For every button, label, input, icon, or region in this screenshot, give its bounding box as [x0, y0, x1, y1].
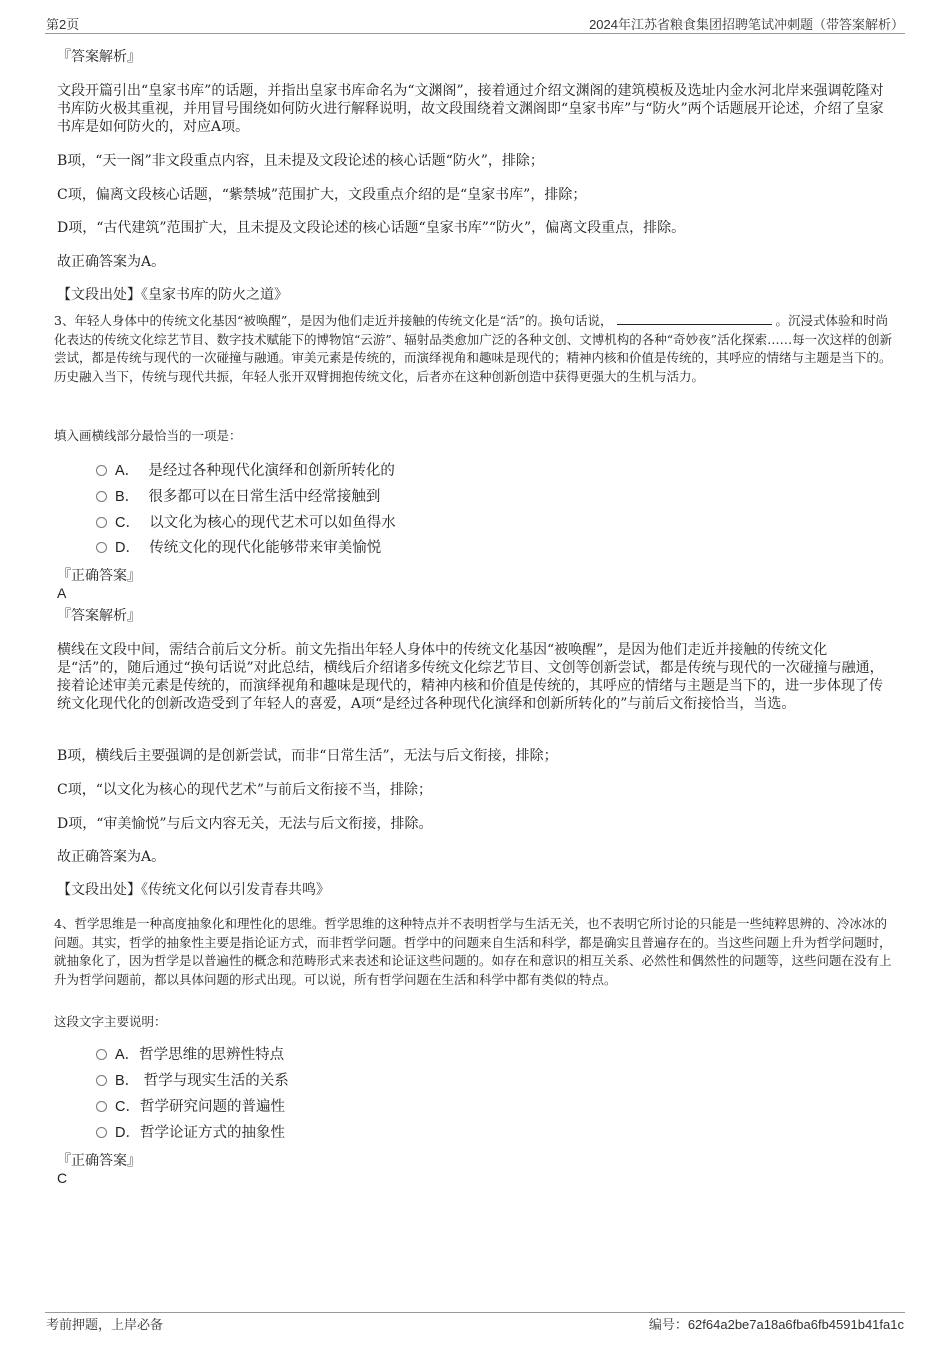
q3-option-b[interactable] [96, 488, 380, 506]
q3-answer: A [57, 585, 67, 601]
document-code [649, 1314, 904, 1333]
option-letter: B． [115, 1073, 140, 1089]
q4-option-d[interactable] [96, 1124, 285, 1142]
option-letter: B． [115, 489, 140, 505]
q4-answer-heading: 『正确答案』 [57, 1153, 141, 1169]
q3-conclusion: 故正确答案为A。 [57, 849, 166, 865]
q3-option-c[interactable] [96, 514, 396, 532]
page-number: 第2页 [46, 17, 80, 32]
option-text: 哲学研究问题的普遍性 [139, 1099, 285, 1115]
option-letter: A． [115, 463, 140, 479]
fill-in-blank [617, 312, 772, 325]
q2-option-b-explanation: B项，“天一阁”非文段重点内容，且未提及文段论述的核心话题“防火”，排除； [57, 153, 544, 169]
option-text: 传统文化的现代化能够带来审美愉悦 [149, 540, 382, 556]
q3-stem-part1: 3、年轻人身体中的传统文化基因“被唤醒”，是因为他们走近并接触的传统文化是“活”的。换句话说， [54, 313, 613, 328]
code-label: 编号： [648, 1318, 688, 1333]
document-title: 2024年江苏省粮食集团招聘笔试冲刺题（带答案解析） [589, 17, 904, 32]
q3-stem [54, 312, 899, 386]
q3-option-c-explanation: C项，“以文化为核心的现代艺术”与前后文衔接不当，排除； [57, 782, 433, 798]
q3-analysis-paragraph: 横线在文段中间，需结合前后文分析。前文先指出年轻人身体中的传统文化基因“被唤醒”，是因为他们走近并接触的传统文化是“活”的，随后通过“换句话说”对此总结，横线后介绍诸多传统文化综艺节目、文创等创新尝试，都是传统与现代的一次碰撞与融通，接着论述审美元素是传统的，而演绎视角和趣味是现代的，精神内核和价值是传统的，其呼应的情绪与主题是当下的，进一步体现了传统文化现代化的创新改造受到了年轻人的喜爱，A项“是经过各种现代化演绎和创新所转化的”与前后文衔接恰当，当选。 [57, 642, 884, 712]
radio-icon[interactable] [96, 1127, 107, 1138]
header-divider [45, 33, 905, 34]
q2-analysis-heading: 『答案解析』 [57, 49, 141, 65]
code-value: 62f64a2be7a18a6fba6fb4591b41fa1c [687, 1317, 904, 1332]
option-letter: C． [115, 515, 140, 531]
option-letter: D． [115, 1125, 140, 1141]
q4-option-b[interactable] [96, 1072, 289, 1090]
option-letter: A． [115, 1047, 140, 1063]
q2-option-d-explanation: D项，“古代建筑”范围扩大，且未提及文段论述的核心话题“皇家书库”“防火”，偏离文段重点，排除。 [57, 220, 686, 236]
option-text: 以文化为核心的现代艺术可以如鱼得水 [149, 515, 396, 531]
footer-divider [45, 1312, 905, 1313]
q2-analysis-paragraph: 文段开篇引出“皇家书库”的话题，并指出皇家书库命名为“文渊阁”，接着通过介绍文渊阁的建筑模板及选址内金水河北岸来强调乾隆对书库防火极其重视，并用冒号围绕如何防火进行解释说明，故文段围绕着文渊阁即“皇家书库”与“防火”两个话题展开论述，介绍了皇家书库是如何防火的，对应A项。 [57, 83, 884, 135]
radio-icon[interactable] [96, 517, 107, 528]
option-letter: C． [115, 1099, 140, 1115]
radio-icon[interactable] [96, 542, 107, 553]
q3-option-a[interactable] [96, 462, 395, 480]
q4-prompt: 这段文字主要说明： [54, 1014, 167, 1029]
option-text: 哲学论证方式的抽象性 [139, 1125, 285, 1141]
q3-source: 【文段出处】《传统文化何以引发青春共鸣》 [57, 882, 330, 898]
q3-analysis-heading: 『答案解析』 [57, 608, 141, 624]
radio-icon[interactable] [96, 1075, 107, 1086]
footer-slogan: 考前押题，上岸必备 [46, 1318, 164, 1333]
radio-icon[interactable] [96, 1101, 107, 1112]
option-text: 是经过各种现代化演绎和创新所转化的 [148, 463, 395, 479]
q4-option-a[interactable] [96, 1046, 284, 1064]
radio-icon[interactable] [96, 491, 107, 502]
q3-answer-heading: 『正确答案』 [57, 568, 141, 584]
radio-icon[interactable] [96, 465, 107, 476]
option-text: 哲学与现实生活的关系 [143, 1073, 289, 1089]
q4-stem: 4、哲学思维是一种高度抽象化和理性化的思维。哲学思维的这种特点并不表明哲学与生活无关，也不表明它所讨论的只能是一些纯粹思辨的、冷冰冰的问题。其实，哲学的抽象性主要是指论证方式，而非哲学问题。哲学中的问题来自生活和科学，都是确实且普遍存在的。当这些问题上升为哲学问题时，就抽象化了，因为哲学是以普遍性的概念和范畴形式来表述和论证这些问题的。如存在和意识的相互关系、必然性和偶然性的问题等，这些问题在没有上升为哲学问题前，都以具体问题的形式出现。可以说，所有哲学问题在生活和科学中都有类似的特点。 [54, 916, 892, 987]
option-text: 哲学思维的思辨性特点 [139, 1047, 285, 1063]
q3-prompt: 填入画横线部分最恰当的一项是： [54, 428, 242, 443]
q3-option-b-explanation: B项，横线后主要强调的是创新尝试，而非“日常生活”，无法与后文衔接，排除； [57, 748, 558, 764]
q3-option-d-explanation: D项，“审美愉悦”与后文内容无关，无法与后文衔接，排除。 [57, 816, 433, 832]
q2-source: 【文段出处】《皇家书库的防火之道》 [57, 287, 288, 303]
q2-option-c-explanation: C项，偏离文段核心话题，“紫禁城”范围扩大，文段重点介绍的是“皇家书库”，排除； [57, 187, 587, 203]
q3-option-d[interactable] [96, 539, 381, 557]
q4-option-c[interactable] [96, 1098, 285, 1116]
q4-answer: C [57, 1170, 68, 1186]
q3-stem-part2: 。沉浸式体验和时尚化表达的传统文化综艺节目、数字技术赋能下的博物馆“云游”、辐射品类愈加广泛的各种文创、文博机构的各种“奇妙夜”活化探索……每一次这样的创新尝试，都是传统与现代的一次碰撞与融通。审美元素是传统的，而演绎视角和趣味是现代的；精神内核和价值是传统的，其呼应的情绪与主题是当下的。历史融入当下，传统与现代共振，年轻人张开双臂拥抱传统文化，后者亦在这种创新创造中获得更强大的生机与活力。 [54, 313, 893, 384]
option-text: 很多都可以在日常生活中经常接触到 [148, 489, 381, 505]
option-letter: D． [115, 540, 140, 556]
q2-conclusion: 故正确答案为A。 [57, 254, 166, 270]
radio-icon[interactable] [96, 1049, 107, 1060]
